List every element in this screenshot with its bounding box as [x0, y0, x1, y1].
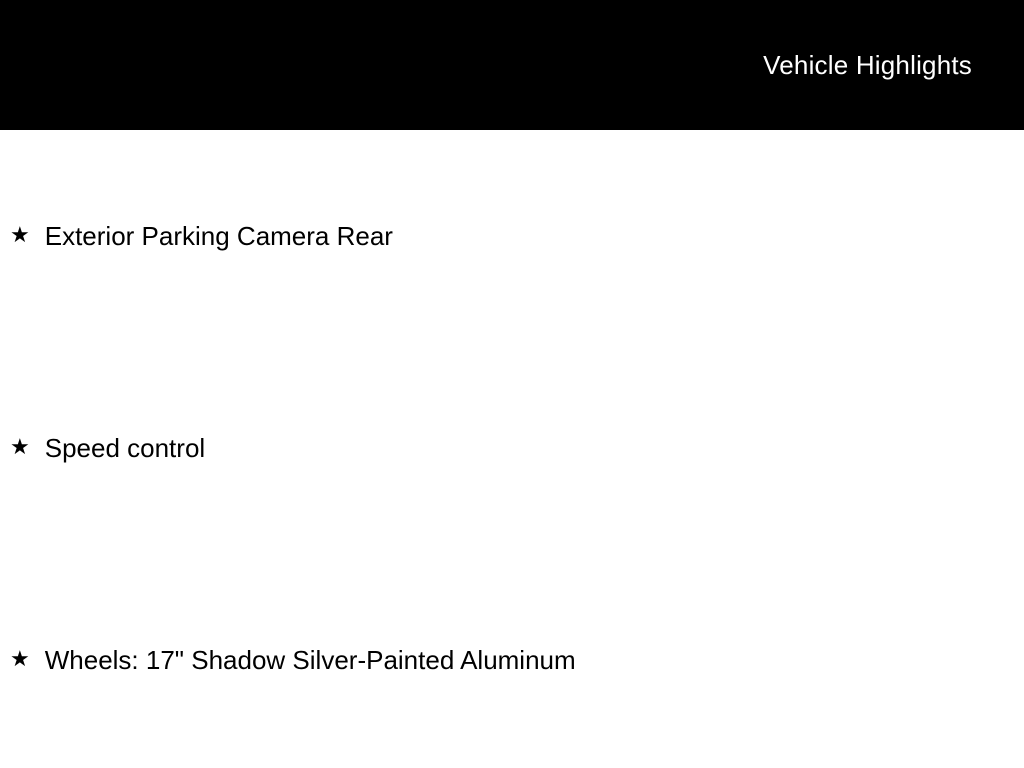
page-header — [0, 0, 1024, 130]
list-item — [10, 646, 576, 675]
star-icon: ★ — [10, 223, 30, 249]
highlight-label: Exterior Parking Camera Rear — [44, 221, 393, 251]
list-item — [10, 222, 393, 251]
highlight-label: Wheels: 17" Shadow Silver-Painted Aluminum — [44, 645, 576, 675]
page-title: Vehicle Highlights — [763, 49, 972, 80]
star-icon: ★ — [10, 435, 30, 461]
list-item — [10, 434, 205, 463]
highlight-label: Speed control — [44, 433, 206, 463]
star-icon: ★ — [10, 647, 30, 673]
